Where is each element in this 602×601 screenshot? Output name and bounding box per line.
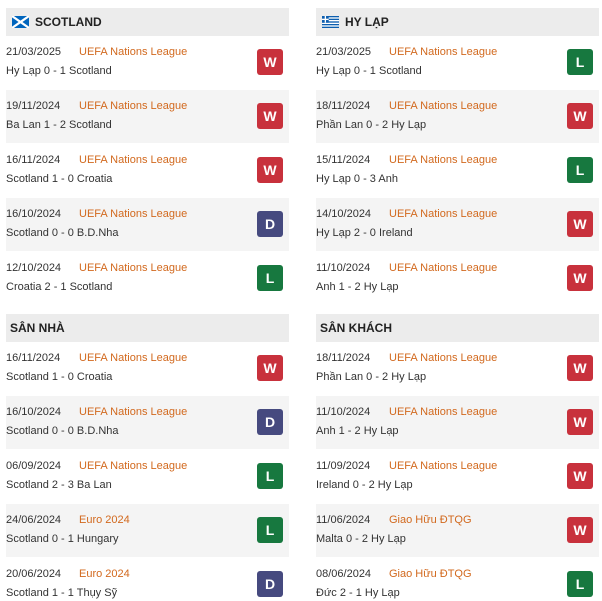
match-row[interactable] xyxy=(6,90,289,144)
match-date: 21/03/2025 xyxy=(6,46,62,58)
greece-title: HY LẠP xyxy=(345,15,389,29)
match-date: 19/11/2024 xyxy=(6,100,61,112)
greece-match-list xyxy=(316,36,599,306)
result-badge: W xyxy=(567,355,593,381)
match-row[interactable] xyxy=(316,36,599,90)
match-date: 24/06/2024 xyxy=(6,514,62,526)
away-header xyxy=(316,314,599,342)
match-row[interactable] xyxy=(6,396,289,450)
match-date: 21/03/2025 xyxy=(316,46,372,58)
result-badge: W xyxy=(567,409,593,435)
result-badge: D xyxy=(257,571,283,597)
match-row[interactable] xyxy=(6,558,289,601)
match-date: 11/10/2024 xyxy=(316,406,371,418)
match-score: Ireland 0 - 2 Hy Lạp xyxy=(316,479,413,491)
match-row[interactable] xyxy=(316,144,599,198)
competition-link[interactable]: UEFA Nations League xyxy=(79,352,188,364)
competition-link[interactable]: UEFA Nations League xyxy=(389,352,498,364)
result-badge: L xyxy=(257,265,283,291)
competition-link[interactable]: Giao Hữu ĐTQG xyxy=(389,568,472,580)
match-date: 18/11/2024 xyxy=(316,352,371,364)
match-row[interactable] xyxy=(6,450,289,504)
match-date: 16/10/2024 xyxy=(6,208,62,220)
greece-form-panel xyxy=(316,8,599,601)
competition-link[interactable]: Euro 2024 xyxy=(79,568,130,580)
match-score: Scotland 1 - 0 Croatia xyxy=(6,173,113,185)
match-row[interactable] xyxy=(316,252,599,306)
match-date: 08/06/2024 xyxy=(316,568,372,580)
scotland-flag-icon xyxy=(12,16,29,28)
match-row[interactable] xyxy=(6,504,289,558)
match-date: 18/11/2024 xyxy=(316,100,371,112)
scotland-title: SCOTLAND xyxy=(35,15,102,29)
result-badge: L xyxy=(567,571,593,597)
match-score: Scotland 0 - 0 B.D.Nha xyxy=(6,425,119,437)
match-score: Ba Lan 1 - 2 Scotland xyxy=(6,119,112,131)
match-row[interactable] xyxy=(316,198,599,252)
competition-link[interactable]: UEFA Nations League xyxy=(79,406,188,418)
match-date: 14/10/2024 xyxy=(316,208,372,220)
match-row[interactable] xyxy=(6,252,289,306)
home-title: SÂN NHÀ xyxy=(10,321,65,335)
result-badge: W xyxy=(257,103,283,129)
result-badge: W xyxy=(567,211,593,237)
result-badge: L xyxy=(257,463,283,489)
scotland-form-panel xyxy=(6,8,289,601)
match-score: Hy Lạp 0 - 3 Anh xyxy=(316,173,398,185)
match-date: 11/09/2024 xyxy=(316,460,371,472)
competition-link[interactable]: UEFA Nations League xyxy=(389,460,498,472)
match-score: Phần Lan 0 - 2 Hy Lạp xyxy=(316,371,427,383)
match-row[interactable] xyxy=(6,342,289,396)
result-badge: W xyxy=(567,103,593,129)
away-match-list xyxy=(316,342,599,601)
competition-link[interactable]: UEFA Nations League xyxy=(79,262,188,274)
result-badge: W xyxy=(257,157,283,183)
result-badge: W xyxy=(257,355,283,381)
competition-link[interactable]: UEFA Nations League xyxy=(79,100,188,112)
match-row[interactable] xyxy=(6,144,289,198)
match-score: Scotland 0 - 1 Hungary xyxy=(6,533,119,545)
match-score: Hy Lạp 0 - 1 Scotland xyxy=(6,65,112,77)
match-date: 16/11/2024 xyxy=(6,352,61,364)
away-title: SÂN KHÁCH xyxy=(320,321,392,335)
competition-link[interactable]: UEFA Nations League xyxy=(79,46,188,58)
competition-link[interactable]: UEFA Nations League xyxy=(389,262,498,274)
match-date: 12/10/2024 xyxy=(6,262,62,274)
competition-link[interactable]: UEFA Nations League xyxy=(389,100,498,112)
home-match-list xyxy=(6,342,289,601)
result-badge: D xyxy=(257,409,283,435)
match-date: 06/09/2024 xyxy=(6,460,62,472)
result-badge: D xyxy=(257,211,283,237)
scotland-header xyxy=(6,8,289,36)
match-row[interactable] xyxy=(316,396,599,450)
greece-flag-icon xyxy=(322,16,339,28)
competition-link[interactable]: UEFA Nations League xyxy=(389,208,498,220)
result-badge: W xyxy=(567,517,593,543)
competition-link[interactable]: Euro 2024 xyxy=(79,514,130,526)
match-score: Hy Lạp 0 - 1 Scotland xyxy=(316,65,422,77)
result-badge: W xyxy=(257,49,283,75)
match-date: 11/06/2024 xyxy=(316,514,371,526)
match-score: Phần Lan 0 - 2 Hy Lạp xyxy=(316,119,427,131)
match-score: Malta 0 - 2 Hy Lạp xyxy=(316,533,406,545)
match-row[interactable] xyxy=(316,558,599,601)
match-row[interactable] xyxy=(6,198,289,252)
competition-link[interactable]: UEFA Nations League xyxy=(389,406,498,418)
match-score: Scotland 2 - 3 Ba Lan xyxy=(6,479,112,491)
result-badge: L xyxy=(567,49,593,75)
competition-link[interactable]: UEFA Nations League xyxy=(389,46,498,58)
match-date: 16/10/2024 xyxy=(6,406,62,418)
match-row[interactable] xyxy=(316,342,599,396)
match-score: Hy Lạp 2 - 0 Ireland xyxy=(316,227,413,239)
match-date: 15/11/2024 xyxy=(316,154,371,166)
competition-link[interactable]: UEFA Nations League xyxy=(389,154,498,166)
match-score: Scotland 1 - 0 Croatia xyxy=(6,371,113,383)
match-date: 11/10/2024 xyxy=(316,262,371,274)
match-row[interactable] xyxy=(316,90,599,144)
result-badge: W xyxy=(567,463,593,489)
result-badge: L xyxy=(257,517,283,543)
greece-header xyxy=(316,8,599,36)
match-score: Anh 1 - 2 Hy Lạp xyxy=(316,425,399,437)
competition-link[interactable]: UEFA Nations League xyxy=(79,154,188,166)
competition-link[interactable]: Giao Hữu ĐTQG xyxy=(389,514,472,526)
match-date: 20/06/2024 xyxy=(6,568,62,580)
result-badge: W xyxy=(567,265,593,291)
competition-link[interactable]: UEFA Nations League xyxy=(79,208,188,220)
home-header xyxy=(6,314,289,342)
result-badge: L xyxy=(567,157,593,183)
match-score: Đức 2 - 1 Hy Lạp xyxy=(316,587,400,599)
match-row[interactable] xyxy=(316,450,599,504)
match-score: Anh 1 - 2 Hy Lạp xyxy=(316,281,399,293)
competition-link[interactable]: UEFA Nations League xyxy=(79,460,188,472)
match-row[interactable] xyxy=(316,504,599,558)
match-score: Croatia 2 - 1 Scotland xyxy=(6,281,113,293)
match-row[interactable] xyxy=(6,36,289,90)
match-score: Scotland 1 - 1 Thụy Sỹ xyxy=(6,587,118,599)
match-date: 16/11/2024 xyxy=(6,154,61,166)
scotland-match-list xyxy=(6,36,289,306)
match-score: Scotland 0 - 0 B.D.Nha xyxy=(6,227,119,239)
